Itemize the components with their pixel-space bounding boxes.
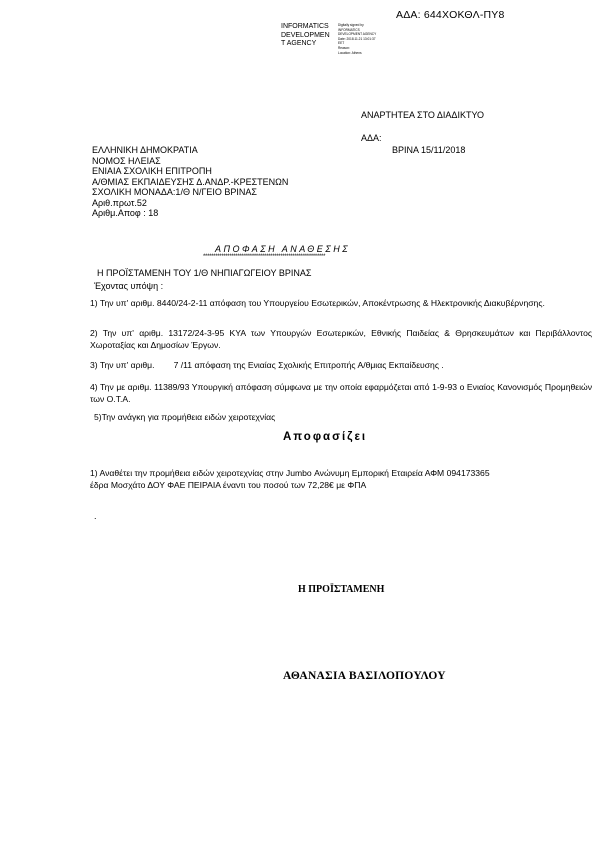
consideration-4: 4) Την με αριθμ. 11389/93 Υπουργική απόφαση σύμφωνα με την οποία εφαρμόζεται από 1-9-93 ο Ενιαίος Κανονισμός Προμηθειών των Ο.Τ.Α.: [90, 382, 592, 404]
decision-number: Αριθμ.Αποφ : 18: [92, 208, 159, 218]
ada-label: ΑΔΑ:: [361, 133, 382, 143]
protocol-number: Αριθ.πρωτ.52: [92, 197, 147, 208]
consideration-1: 1) Την υπ' αριθμ. 8440/24-2-11 απόφαση του Υπουργείου Εσωτερικών, Αποκέντρωσης & Ηλεκτρονικής Διακυβέρνησης.: [90, 298, 545, 308]
signature-detail-4: Date: 2018.11.21 13:01:37: [338, 36, 376, 41]
consideration-3: 3) Την υπ' αριθμ. 7 /11 απόφαση της Ενιαίας Σχολικής Επιτροπής Α/θμιας Εκπαίδευσης .: [90, 360, 444, 370]
letterhead-line: ΕΛΛΗΝΙΚΗ ΔΗΜΟΚΡΑΤΙΑ: [92, 145, 198, 155]
title-underline: ************************************************************: [203, 254, 326, 260]
letterhead-line: ΝΟΜΟΣ ΗΛΕΙΑΣ: [92, 155, 161, 166]
considering-label: Έχοντας υπόψη :: [94, 281, 164, 291]
letterhead-line: ΣΧΟΛΙΚΗ ΜΟΝΑΔΑ:1/Θ Ν/ΓΕΙΟ ΒΡΙΝΑΣ: [92, 187, 257, 197]
separator-dot: .: [94, 511, 97, 521]
signature-detail-6: Reason:: [338, 45, 350, 50]
signature-detail-2: INFORMATICS: [338, 27, 360, 32]
publish-note: ΑΝΑΡΤΗΤΕΑ ΣΤΟ ΔΙΑΔΙΚΤΥΟ: [361, 110, 484, 120]
signature-name: ΑΘΑΝΑΣΙΑ ΒΑΣΙΛΟΠΟΥΛΟΥ: [283, 670, 446, 682]
document-title: ΑΠΟΦΑΣΗ ΑΝΑΘΕΣΗΣ: [215, 244, 351, 254]
signature-detail-7: Location: Athens: [338, 50, 362, 55]
letterhead-line: Α/ΘΜΙΑΣ ΕΚΠΑΙΔΕΥΣΗΣ Δ.ΑΝΔΡ.-ΚΡΕΣΤΕΝΩΝ: [92, 176, 289, 187]
signature-detail-5: EET: [338, 41, 345, 46]
date-line: ΒΡΙΝΑ 15/11/2018: [392, 145, 466, 155]
consideration-2: 2) Την υπ' αριθμ. 13172/24-3-95 ΚΥΑ των Υπουργών Εσωτερικών, Εθνικής Παιδείας & Θρησκευμάτων και Περιβάλλοντος Χωροταξίας και Δημοσίων Έργων.: [90, 328, 592, 350]
decides-heading: Αποφασίζει: [283, 431, 368, 443]
digital-signature-stamp: [281, 23, 381, 53]
signature-details: [338, 23, 376, 55]
letterhead-line: ΕΝΙΑΙΑ ΣΧΟΛΙΚΗ ΕΠΙΤΡΟΠΗ: [92, 166, 212, 176]
director-line: Η ΠΡΟΪΣΤΑΜΕΝΗ ΤΟΥ 1/Θ ΝΗΠΙΑΓΩΓΕΙΟΥ ΒΡΙΝΑΣ: [97, 268, 312, 278]
signature-detail-3: DEVELOPMENT AGENCY: [338, 32, 377, 37]
ada-code: ΑΔΑ: 644ΧΟΚΘΛ-ΠΥ8: [396, 9, 505, 21]
signer-name: [281, 23, 330, 49]
decision-text: 1) Αναθέτει την προμήθεια ειδών χειροτεχνίας στην Jumbo Ανώνυμη Εμπορική Εταιρεία ΑΦΜ 094173365 έδρα Μοσχάτο ΔΟΥ ΦΑΕ ΠΕΙΡΑΙΑ έναντι του ποσού των 72,28€ με ΦΠΑ: [90, 468, 490, 490]
signature-title: Η ΠΡΟΪΣΤΑΜΕΝΗ: [298, 584, 385, 595]
consideration-5: 5)Την ανάγκη για προμήθεια ειδών χειροτεχνίας: [94, 412, 276, 422]
letterhead: [92, 145, 288, 219]
signer-line-2: DEVELOPMEN: [281, 31, 330, 39]
signer-line-1: INFORMATICS: [281, 23, 329, 30]
signer-line-3: T AGENCY: [281, 40, 317, 47]
signature-detail-1: Digitally signed by: [338, 23, 364, 27]
